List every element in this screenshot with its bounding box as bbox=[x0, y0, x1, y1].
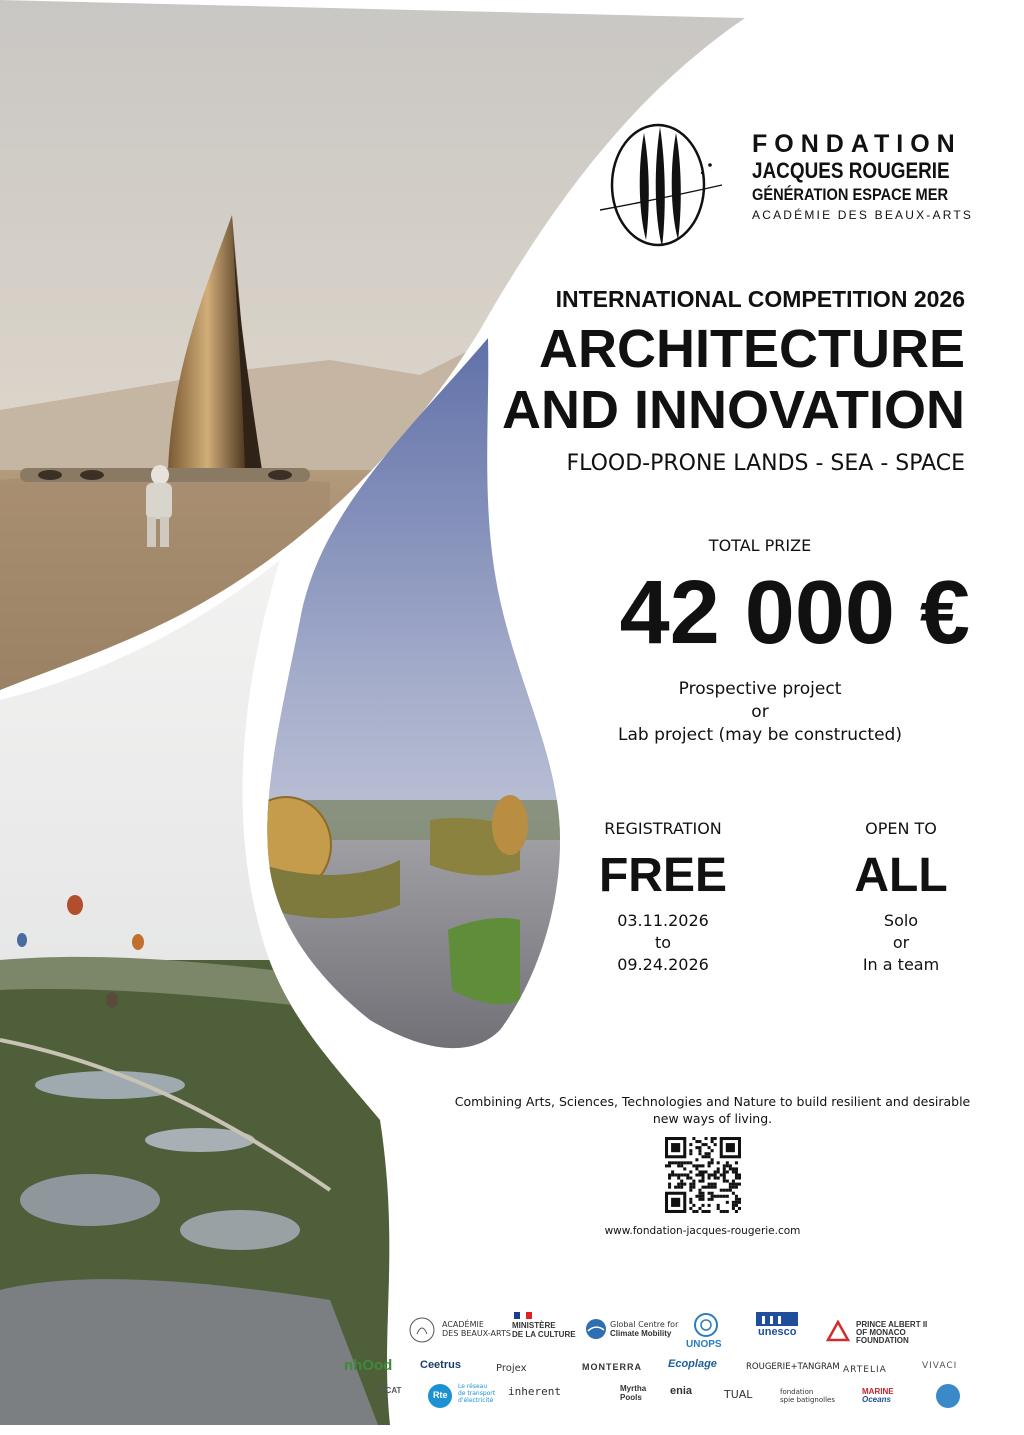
sponsor-rte: Rte bbox=[433, 1390, 448, 1400]
rte-line-1: Le réseau bbox=[458, 1383, 488, 1390]
sponsor-enia: enia bbox=[670, 1385, 693, 1397]
rte-line-3: d'électricité bbox=[458, 1397, 494, 1404]
sponsor-ceetrus: Ceetrus bbox=[420, 1359, 461, 1371]
title-line-1: ARCHITECTURE bbox=[539, 319, 965, 379]
open-line-1: Solo bbox=[883, 911, 919, 930]
open-value: ALL bbox=[854, 849, 948, 902]
spie-line-2: spie batignolles bbox=[780, 1396, 835, 1404]
academie-line-1: ACADÉMIE bbox=[442, 1320, 484, 1329]
rte-line-2: de transport bbox=[458, 1390, 496, 1397]
qr-code-icon[interactable] bbox=[665, 1137, 741, 1213]
monaco-line-1: PRINCE ALBERT II bbox=[856, 1320, 928, 1329]
monaco-foundation-icon bbox=[826, 1320, 850, 1342]
prize-label: TOTAL PRIZE bbox=[708, 536, 812, 555]
sponsor-tual: TUAL bbox=[724, 1388, 753, 1401]
foundation-logo-text bbox=[752, 130, 972, 224]
sponsor-artelia: ARTELIA bbox=[843, 1365, 887, 1375]
unesco-label: unesco bbox=[758, 1326, 797, 1338]
global-line-1: Global Centre for bbox=[610, 1320, 679, 1329]
website-url[interactable]: www.fondation-jacques-rougerie.com bbox=[604, 1225, 801, 1237]
registration-start: 03.11.2026 bbox=[617, 911, 709, 930]
sponsor-inherent: inherent bbox=[508, 1385, 561, 1398]
sponsor-projex: Projex bbox=[496, 1363, 527, 1374]
rte-text bbox=[458, 1383, 495, 1404]
tagline: Combining Arts, Sciences, Technologies and Nature to build resilient and desirable new ways of living. bbox=[454, 1094, 971, 1126]
open-block bbox=[801, 818, 1001, 976]
registration-end: 09.24.2026 bbox=[617, 955, 709, 974]
prize-line-3: Lab project (may be constructed) bbox=[618, 725, 902, 745]
marine-line-2: Oceans bbox=[862, 1395, 891, 1404]
registration-value: FREE bbox=[598, 849, 727, 902]
title-line-2: AND INNOVATION bbox=[502, 380, 965, 440]
sponsor-ecoplage: Ecoplage bbox=[668, 1358, 717, 1370]
logo-line-academie: ACADÉMIE DES BEAUX-ARTS bbox=[752, 208, 974, 222]
ocean-emblem-icon bbox=[936, 1384, 960, 1408]
unops-label: UNOPS bbox=[686, 1339, 722, 1350]
un-emblem-icon bbox=[693, 1312, 719, 1338]
marine-line-1: MARINE bbox=[862, 1387, 894, 1396]
open-label: OPEN TO bbox=[865, 819, 937, 838]
registration-to: to bbox=[654, 933, 672, 952]
myrtha-line-1: Myrtha bbox=[620, 1384, 647, 1393]
sponsor-marine bbox=[862, 1388, 894, 1404]
sponsor-vicat: VICAT bbox=[378, 1386, 402, 1395]
prize-line-2: or bbox=[751, 702, 769, 722]
open-line-2: or bbox=[892, 933, 910, 952]
logo-line-name: JACQUES ROUGERIE bbox=[752, 158, 950, 183]
prize-amount: 42 000 € bbox=[619, 563, 970, 663]
french-flag-icon bbox=[514, 1312, 532, 1319]
sponsor-nhood: nhOod bbox=[344, 1357, 393, 1374]
myrtha-line-2: Pools bbox=[620, 1393, 642, 1402]
foundation-logo-icon bbox=[598, 115, 728, 255]
sponsor-rougerie-tangram: ROUGERIE+TANGRAM bbox=[746, 1362, 840, 1372]
sponsor-spie bbox=[780, 1388, 835, 1404]
unesco-temple-icon bbox=[756, 1312, 798, 1326]
prize-line-1: Prospective project bbox=[678, 679, 842, 699]
monaco-line-2: OF MONACO bbox=[856, 1328, 906, 1337]
sponsor-vivaci: VIVACI bbox=[922, 1361, 958, 1371]
sponsor-myrtha bbox=[620, 1384, 646, 1402]
globe-icon bbox=[585, 1318, 607, 1340]
spie-line-1: fondation bbox=[780, 1388, 814, 1396]
ministere-line-2: DE LA CULTURE bbox=[512, 1330, 576, 1339]
logo-line-generation: GÉNÉRATION ESPACE MER bbox=[752, 185, 949, 204]
academie-line-2: DES BEAUX-ARTS bbox=[442, 1329, 511, 1338]
prize-description bbox=[590, 678, 930, 747]
open-line-3: In a team bbox=[862, 955, 940, 974]
registration-block bbox=[563, 818, 763, 976]
global-line-2: Climate Mobility bbox=[610, 1329, 672, 1338]
registration-label: REGISTRATION bbox=[604, 819, 722, 838]
academie-seal-icon bbox=[408, 1316, 436, 1344]
subtitle: FLOOD-PRONE LANDS - SEA - SPACE bbox=[566, 451, 965, 476]
monaco-line-3: FOUNDATION bbox=[856, 1336, 909, 1345]
ministere-line-1: MINISTÈRE bbox=[512, 1321, 556, 1330]
competition-label: INTERNATIONAL COMPETITION 2026 bbox=[555, 286, 965, 312]
logo-line-fondation: FONDATION bbox=[752, 130, 962, 158]
sponsor-monterra: MONTERRA bbox=[582, 1362, 642, 1372]
